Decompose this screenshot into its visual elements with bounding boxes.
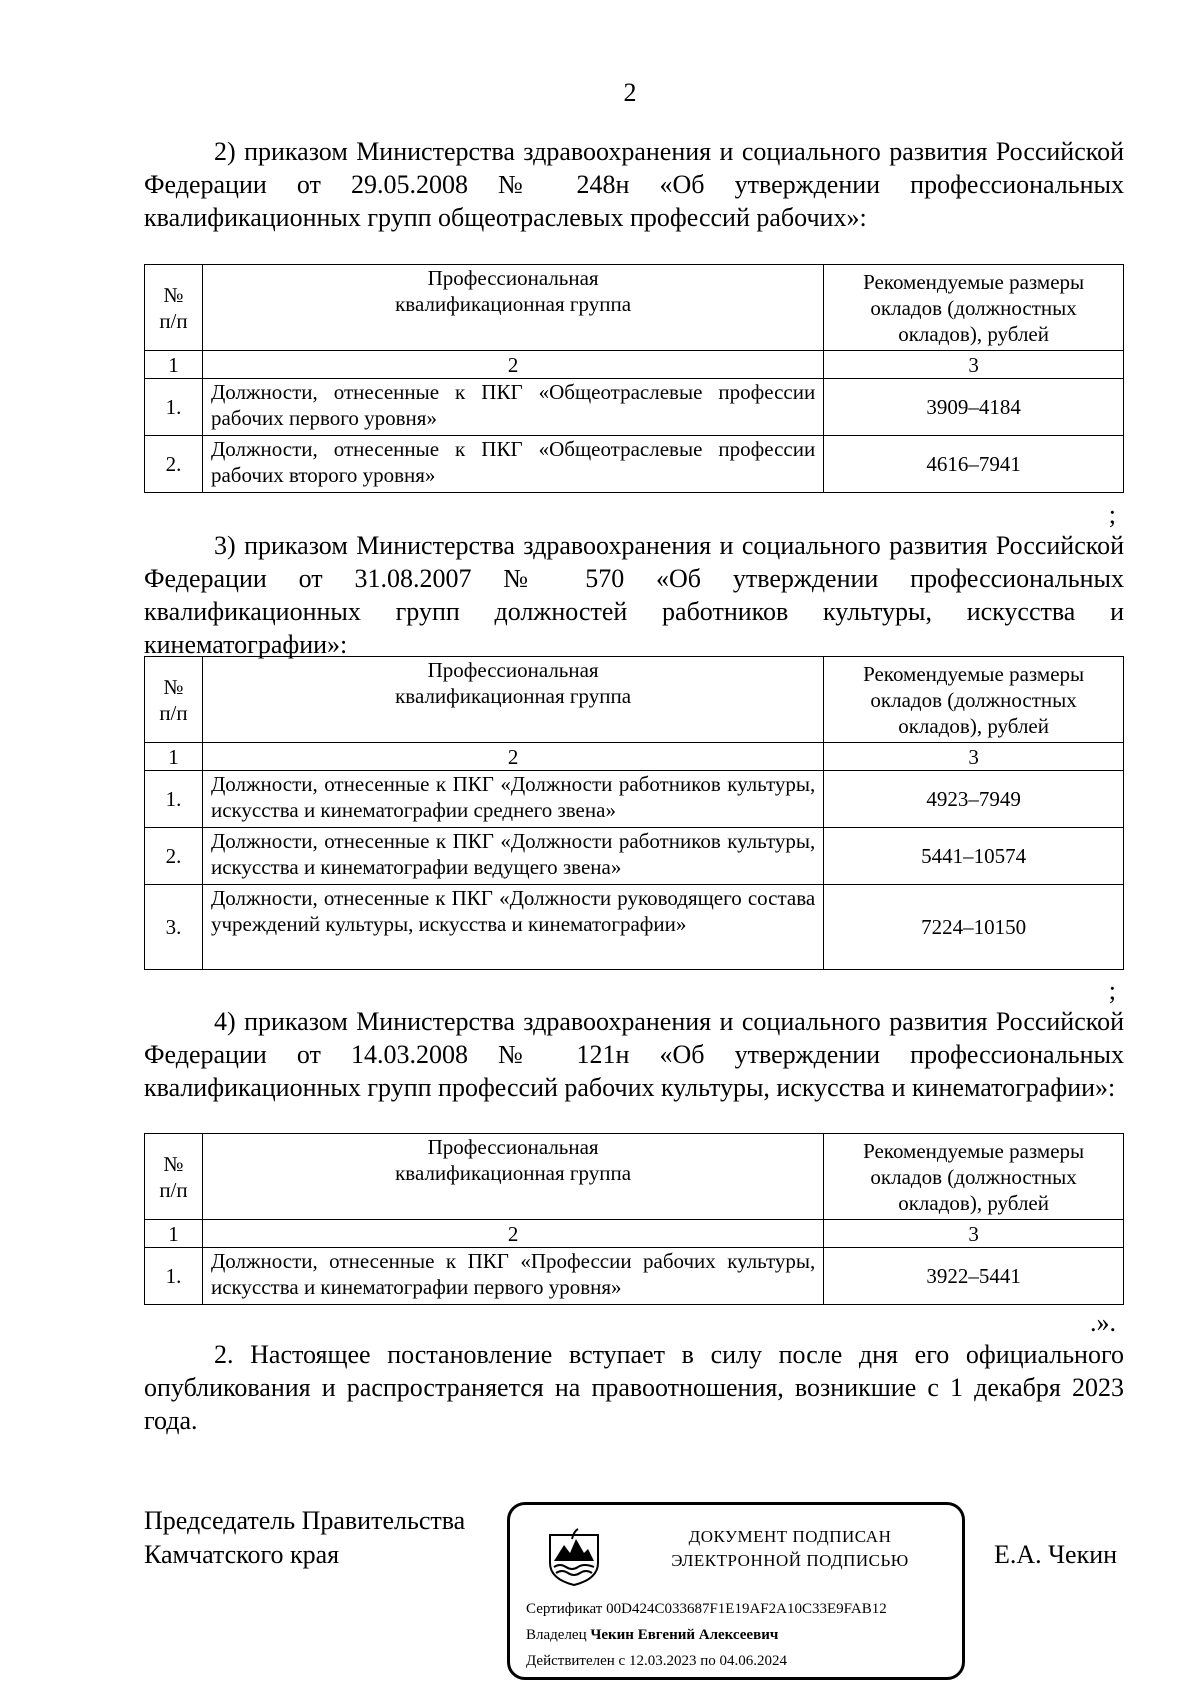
table-index-row: 1 2 3 [145, 351, 1124, 379]
table-index-row: 1 2 3 [145, 743, 1124, 771]
stamp-validity: Действителен с 12.03.2023 по 04.06.2024 [526, 1653, 787, 1669]
signatory-position: Председатель Правительства Камчатского края [144, 1506, 466, 1569]
section4-end: .». [1090, 1308, 1116, 1337]
table-header-row: № п/п Профессиональная квалификационная группа Рекомендуемые размеры окладов (должностных окладов), рублей [145, 265, 1124, 351]
table-section2 [144, 264, 1124, 493]
stamp-owner: Владелец Чекин Евгений Алексеевич [526, 1627, 779, 1643]
section4-intro: 4) приказом Министерства здравоохранения и социального развития Российской Федерации от 14.03.2008 № 121н «Об утверждении профессиональных квалификационных групп профессий рабочих культуры, искусства и кинематографии»: [144, 1007, 1124, 1102]
table-row: 1. Должности, отнесенные к ПКГ «Должности работников культуры, искусства и кинематографии среднего звена» 4923–7949 [145, 771, 1124, 828]
page-number: 2 [623, 78, 637, 107]
table-row: 1. Должности, отнесенные к ПКГ «Общеотраслевые профессии рабочих первого уровня» 3909–4184 [145, 379, 1124, 436]
table-header-row: № п/п Профессиональная квалификационная группа Рекомендуемые размеры окладов (должностных окладов), рублей [145, 657, 1124, 743]
section2-end: ; [1108, 500, 1116, 529]
electronic-signature-stamp [507, 1502, 965, 1680]
clause-2: 2. Настоящее постановление вступает в силу после дня его официального опубликования и распространяется на правоотношения, возникшие с 1 декабря 2023 года. [144, 1340, 1124, 1435]
stamp-title: ДОКУМЕНТ ПОДПИСАН ЭЛЕКТРОННОЙ ПОДПИСЬЮ [671, 1527, 909, 1570]
table-section3 [144, 656, 1124, 970]
table-section4 [144, 1133, 1124, 1305]
table-row: 2. Должности, отнесенные к ПКГ «Должности работников культуры, искусства и кинематографии ведущего звена» 5441–10574 [145, 828, 1124, 885]
table-row: 2. Должности, отнесенные к ПКГ «Общеотраслевые профессии рабочих второго уровня» 4616–7941 [145, 436, 1124, 493]
signatory-name: Е.А. Чекин [994, 1540, 1118, 1569]
table-index-row: 1 2 3 [145, 1220, 1124, 1248]
table-row: 1. Должности, отнесенные к ПКГ «Профессии рабочих культуры, искусства и кинематографии первого уровня» 3922–5441 [145, 1248, 1124, 1305]
section2-intro: 2) приказом Министерства здравоохранения и социального развития Российской Федерации от 29.05.2008 № 248н «Об утверждении профессиональных квалификационных групп общеотраслевых профессий рабочих»: [144, 137, 1124, 232]
kamchatka-emblem-icon [546, 1527, 602, 1587]
stamp-certificate: Сертификат 00D424C033687F1E19AF2A10C33E9FAB12 [526, 1601, 887, 1617]
table-row: 3. Должности, отнесенные к ПКГ «Должности руководящего состава учреждений культуры, искусства и кинематографии» 7224–10150 [145, 885, 1124, 970]
section3-intro: 3) приказом Министерства здравоохранения и социального развития Российской Федерации от 31.08.2007 № 570 «Об утверждении профессиональных квалификационных групп должностей работников культуры, искусства и кинематографии»: [144, 531, 1124, 659]
table-header-row: № п/п Профессиональная квалификационная группа Рекомендуемые размеры окладов (должностных окладов), рублей [145, 1134, 1124, 1220]
section3-end: ; [1108, 976, 1116, 1005]
